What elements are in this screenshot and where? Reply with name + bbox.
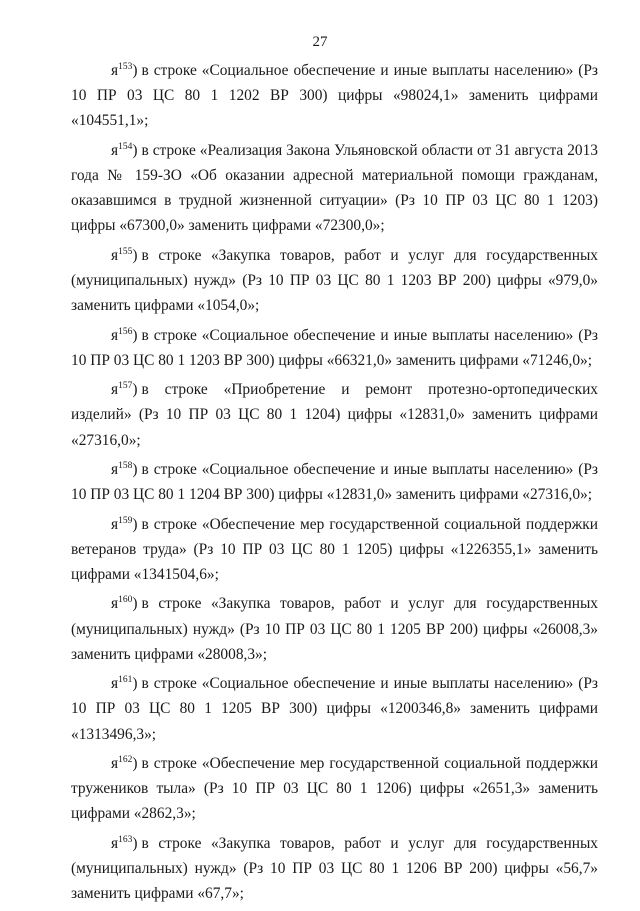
item-letter: я <box>111 754 119 772</box>
item-letter: я <box>111 381 119 399</box>
item-letter: я <box>111 595 119 613</box>
item-letter: я <box>111 141 119 159</box>
item-paren: ) <box>132 62 138 79</box>
item-number: 158 <box>118 460 133 471</box>
amendment-item <box>71 671 598 747</box>
amendment-list <box>71 58 598 911</box>
item-letter: я <box>111 460 119 478</box>
item-letter: я <box>111 515 119 533</box>
amendment-item <box>71 591 598 667</box>
amendment-item <box>71 243 598 319</box>
item-number: 162 <box>118 754 133 765</box>
item-letter: я <box>111 62 119 79</box>
amendment-item <box>71 323 598 373</box>
item-text: в строке «Реализация Закона Ульяновской области от 31 августа 2013 года № 159-ЗО «Об оказании адресной материальной помощи гражданам, оказавшимся в трудной жизненной ситуации» (Рз 10 ПР 03 ЦС 80 1 1203) цифры «67300,0» заменить цифрами «72300,0»; <box>71 141 598 235</box>
item-paren: ) <box>132 381 138 399</box>
item-number: 153 <box>118 61 133 72</box>
item-letter: я <box>111 675 119 693</box>
item-text: в строке «Закупка товаров, работ и услуг для государственных (муниципальных) нужд» (Рз 10 ПР 03 ЦС 80 1 1203 ВР 200) цифры «979,0» заменить цифрами «1054,0»; <box>71 246 598 315</box>
item-number: 163 <box>118 834 133 845</box>
item-text: в строке «Обеспечение мер государственной социальной поддержки тружеников тыла» (Рз 10 ПР 03 ЦС 80 1 1206) цифры «2651,3» заменить цифрами «2862,3»; <box>71 754 598 823</box>
item-number: 155 <box>118 246 133 257</box>
item-letter: я <box>111 326 119 344</box>
item-text: в строке «Приобретение и ремонт протезно-ортопедических изделий» (Рз 10 ПР 03 ЦС 80 1 1204) цифры «12831,0» заменить цифрами «27316,0»; <box>71 381 598 449</box>
item-text: в строке «Закупка товаров, работ и услуг для государственных (муниципальных) нужд» (Рз 10 ПР 03 ЦС 80 1 1205 ВР 200) цифры «26008,3» заменить цифрами «28008,3»; <box>71 595 598 663</box>
item-paren: ) <box>132 834 138 852</box>
item-letter: я <box>111 246 119 264</box>
item-text: в строке «Обеспечение мер государственной социальной поддержки ветеранов труда» (Рз 10 ПР 03 ЦС 80 1 1205) цифры «1226355,1» заменить цифрами «1341504,6»; <box>71 515 598 583</box>
item-paren: ) <box>132 515 138 533</box>
item-number: 159 <box>118 515 133 526</box>
item-number: 157 <box>118 381 133 392</box>
amendment-item <box>71 138 598 239</box>
item-number: 154 <box>118 141 133 152</box>
item-text: в строке «Социальное обеспечение и иные выплаты населению» (Рз 10 ПР 03 ЦС 80 1 1202 ВР 300) цифры «98024,1» заменить цифрами «104551,1»; <box>71 62 598 130</box>
item-paren: ) <box>132 595 138 613</box>
amendment-item <box>71 58 598 134</box>
item-paren: ) <box>132 675 138 693</box>
amendment-item <box>71 831 598 907</box>
item-text: в строке «Социальное обеспечение и иные выплаты населению» (Рз 10 ПР 03 ЦС 80 1 1203 ВР 300) цифры «66321,0» заменить цифрами «71246,0»; <box>71 326 598 369</box>
amendment-item <box>71 751 598 827</box>
item-number: 161 <box>118 675 133 686</box>
item-text: в строке «Социальное обеспечение и иные выплаты населению» (Рз 10 ПР 03 ЦС 80 1 1204 ВР 300) цифры «12831,0» заменить цифрами «27316,0»; <box>71 460 598 504</box>
item-number: 160 <box>118 595 133 606</box>
item-paren: ) <box>132 754 138 772</box>
item-paren: ) <box>132 141 138 159</box>
item-letter: я <box>111 834 119 852</box>
item-paren: ) <box>132 460 138 478</box>
item-number: 156 <box>118 326 133 337</box>
amendment-item <box>71 377 598 453</box>
item-text: в строке «Закупка товаров, работ и услуг для государственных (муниципальных) нужд» (Рз 10 ПР 03 ЦС 80 1 1206 ВР 200) цифры «56,7» заменить цифрами «67,7»; <box>71 834 598 903</box>
item-paren: ) <box>132 326 138 344</box>
amendment-item <box>71 457 598 507</box>
amendment-item <box>71 512 598 588</box>
item-text: в строке «Социальное обеспечение и иные выплаты населению» (Рз 10 ПР 03 ЦС 80 1 1205 ВР 300) цифры «1200346,8» заменить цифрами «1313496,3»; <box>71 675 598 743</box>
page-number: 27 <box>312 34 328 50</box>
item-paren: ) <box>132 246 138 264</box>
